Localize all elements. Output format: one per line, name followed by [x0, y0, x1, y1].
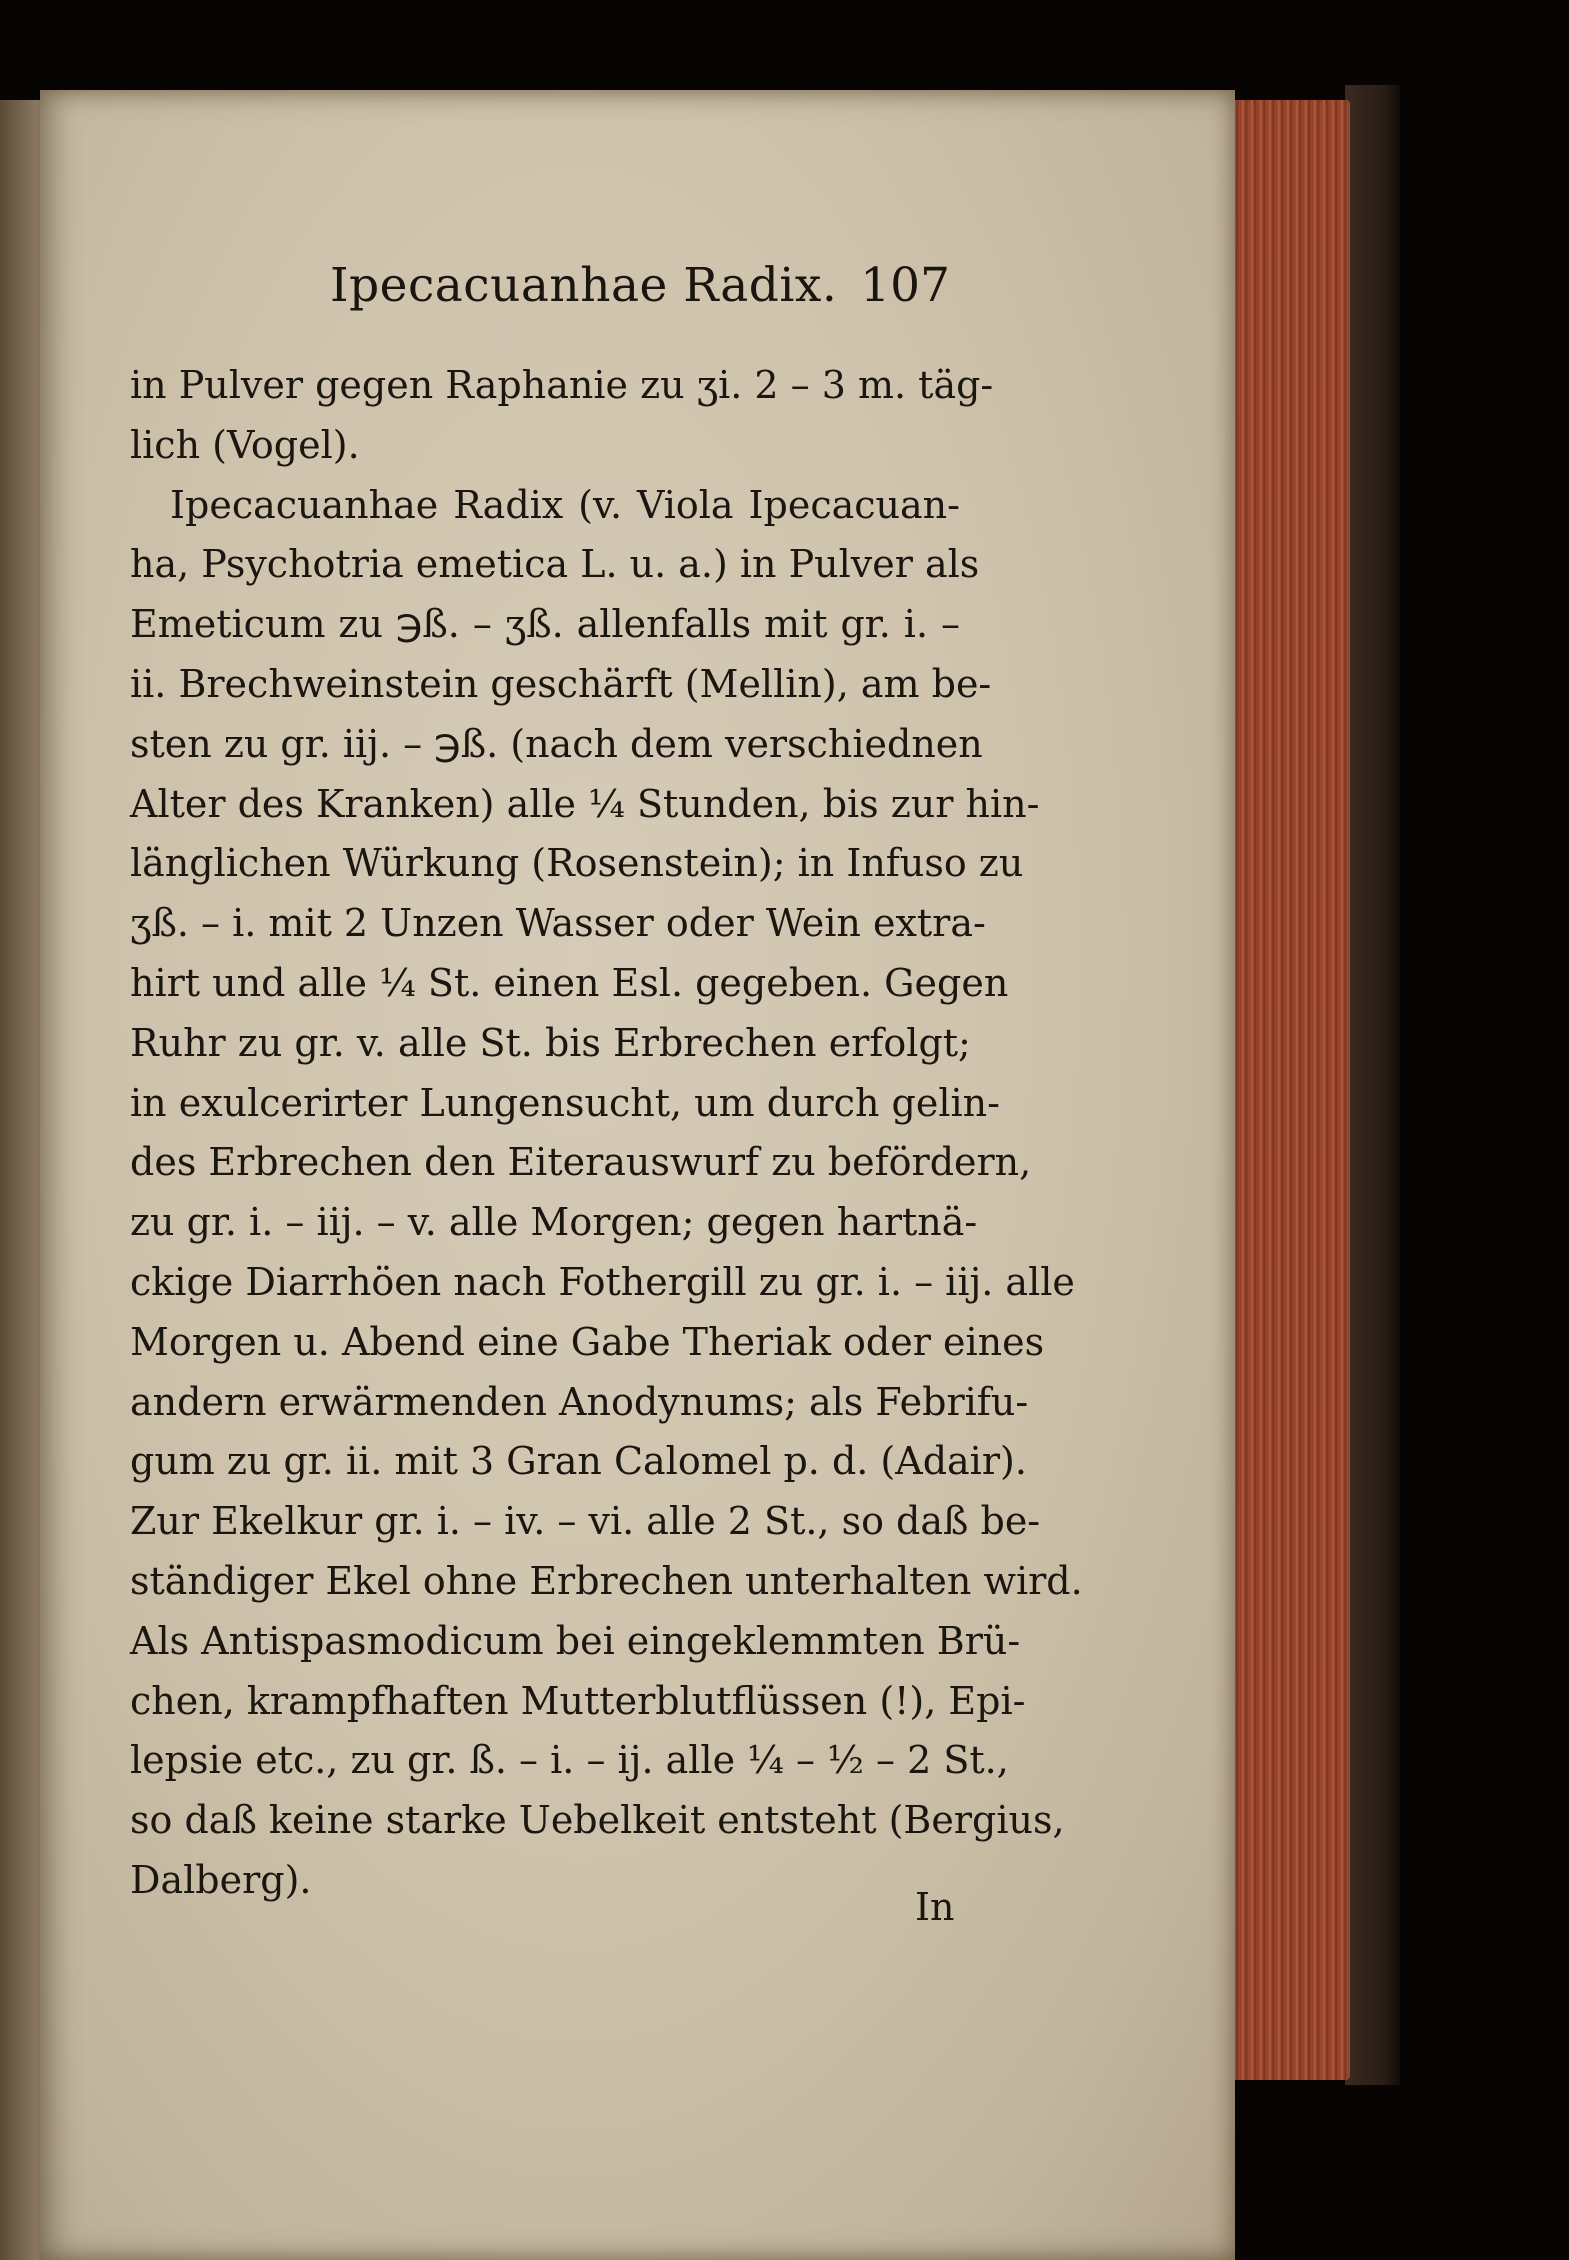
text-line: andern erwärmenden Anodynums; als Febrifu- [130, 1379, 1029, 1424]
text-line: Zur Ekelkur gr. i. – iv. – vi. alle 2 St., so daß be- [130, 1499, 1041, 1544]
running-title: Ipecacuanhae Radix. [330, 258, 838, 313]
text-line: in Pulver gegen Raphanie zu ʒi. 2 – 3 m. täg- [130, 363, 994, 407]
text-line: ii. Brechweinstein geschärft (Mellin), am be- [130, 661, 992, 706]
catchword: In [915, 1885, 955, 1929]
text-line: Emeticum zu ℈ß. – ʒß. allenfalls mit gr. i. – [130, 602, 960, 647]
text-line: hirt und alle ¼ St. einen Esl. gegeben. Gegen [130, 960, 1009, 1005]
text-line: Ruhr zu gr. v. alle St. bis Erbrechen erfolgt; [130, 1020, 971, 1065]
text-line: lepsie etc., zu gr. ß. – i. – ij. alle ¼ – ½ – 2 St., [130, 1738, 1009, 1783]
text-line: in exulcerirter Lungensucht, um durch gelin- [130, 1080, 1000, 1125]
text-line: ckige Diarrhöen nach Fothergill zu gr. i. – iij. alle [130, 1259, 1075, 1304]
text-line: des Erbrechen den Eiterauswurf zu befördern, [130, 1140, 1032, 1185]
text-line: Ipecacuanhae Radix (v. Viola Ipecacuan- [170, 482, 960, 527]
text-line: Morgen u. Abend eine Gabe Theriak oder eines [130, 1319, 1045, 1364]
book-cover-edge [1345, 85, 1400, 2085]
body-text [130, 356, 1083, 1911]
text-line: ha, Psychotria emetica L. u. a.) in Pulver als [130, 542, 980, 587]
page-number: 107 [860, 258, 950, 313]
text-line: so daß keine starke Uebelkeit entsteht (Bergius, [130, 1798, 1065, 1843]
text-line: länglichen Würkung (Rosenstein); in Infuso zu [130, 841, 1024, 886]
text-line: Alter des Kranken) alle ¼ Stunden, bis zur hin- [130, 781, 1040, 826]
page-block-edges [1222, 100, 1350, 2080]
text-line: ständiger Ekel ohne Erbrechen unterhalten wird. [130, 1558, 1083, 1603]
text-line: lich (Vogel). [130, 422, 360, 467]
page-header [330, 258, 950, 328]
text-line: chen, krampfhaften Mutterblutflüssen (!), Epi- [130, 1678, 1026, 1723]
text-line: sten zu gr. iij. – ℈ß. (nach dem verschiednen [130, 721, 983, 766]
text-line: gum zu gr. ii. mit 3 Gran Calomel p. d. (Adair). [130, 1439, 1027, 1484]
text-line: zu gr. i. – iij. – v. alle Morgen; gegen hartnä- [130, 1200, 978, 1245]
text-line: ʒß. – i. mit 2 Unzen Wasser oder Wein extra- [130, 901, 986, 946]
text-line: Dalberg). [130, 1857, 312, 1902]
text-line: Als Antispasmodicum bei eingeklemmten Brü- [130, 1618, 1021, 1663]
